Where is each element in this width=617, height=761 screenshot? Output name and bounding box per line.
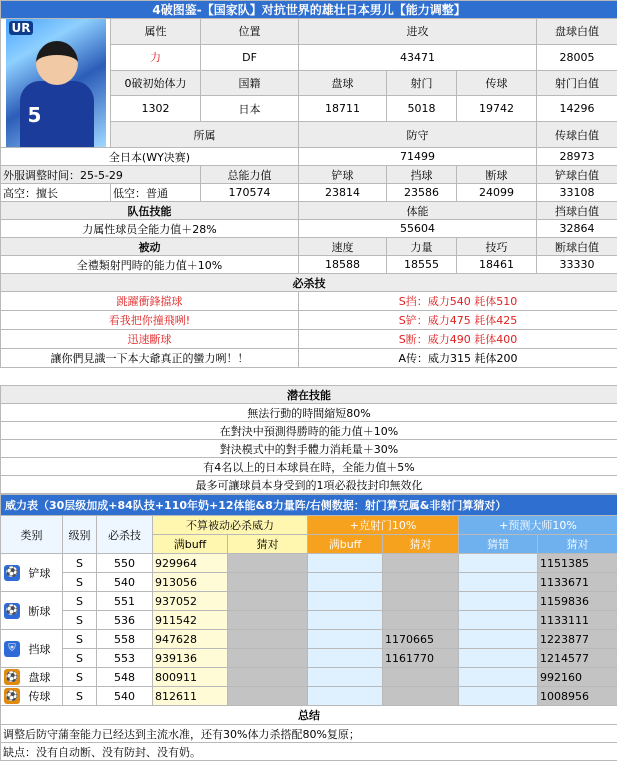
value-stamina: 55604 (299, 220, 537, 238)
predict-right-value: 1223877 (538, 630, 617, 649)
label-power: 力量 (387, 238, 457, 256)
potential-line: 有4名以上的日本球員在時，全能力值＋5% (1, 458, 617, 476)
level-cell: S (63, 573, 97, 592)
category-label: 盘球 (29, 671, 51, 684)
category-cell (1, 687, 63, 706)
killer-title: 必杀技 (1, 274, 617, 292)
shoot-full-buff-value (308, 687, 383, 706)
level-cell: S (63, 630, 97, 649)
sub-header-guess-wrong: 猜错 (459, 535, 538, 554)
level-cell: S (63, 668, 97, 687)
full-buff-value: 800911 (153, 668, 228, 687)
value-power: 18555 (387, 256, 457, 274)
killer-stat: A传：威力315 耗体200 (299, 349, 617, 368)
team-skill-text: 力属性球员全能力值＋28% (1, 220, 299, 238)
skill-power-cell: 540 (97, 687, 153, 706)
power-row (1, 630, 617, 649)
label-intercept: 断球 (457, 166, 537, 184)
sub-header-guess-right: 猜对 (228, 535, 308, 554)
predict-wrong-value (459, 592, 538, 611)
full-buff-value: 939136 (153, 649, 228, 668)
label-block-base: 挡球白值 (537, 202, 617, 220)
level-cell: S (63, 687, 97, 706)
shoot-full-buff-value (308, 649, 383, 668)
shoot-full-buff-value (308, 554, 383, 573)
rarity-badge: UR (9, 21, 34, 35)
value-speed: 18588 (299, 256, 387, 274)
label-defense: 防守 (299, 122, 537, 148)
label-attribute: 属性 (111, 19, 201, 45)
level-cell: S (63, 592, 97, 611)
shoot-full-buff-value (308, 630, 383, 649)
killer-stat: S铲：威力475 耗体425 (299, 311, 617, 330)
shoot-full-buff-value (308, 592, 383, 611)
power-row (1, 687, 617, 706)
label-total: 总能力值 (201, 166, 299, 184)
guess-right-value (228, 630, 308, 649)
summary-line: 调整后防守蒲奎能力已经达到主流水准，还有30%体力杀搭配80%复原； (1, 725, 617, 743)
label-position: 位置 (201, 19, 299, 45)
value-tackle-base: 33108 (537, 184, 617, 202)
guess-right-value (228, 573, 308, 592)
level-cell: S (63, 554, 97, 573)
player-head (36, 41, 78, 85)
full-buff-value: 911542 (153, 611, 228, 630)
passive-text: 全禮類射門時的能力值＋10% (1, 256, 299, 274)
predict-wrong-value (459, 649, 538, 668)
player-card (1, 19, 111, 148)
predict-wrong-value (459, 573, 538, 592)
group-header-predict: +预测大师10% (459, 516, 617, 535)
col-header-skill: 必杀技 (97, 516, 153, 554)
predict-wrong-value (459, 630, 538, 649)
potential-line: 無法行動的時間縮短80% (1, 404, 617, 422)
potential-title: 潜在技能 (1, 386, 617, 404)
skill-power-cell: 558 (97, 630, 153, 649)
shoot-guess-right-value (383, 592, 459, 611)
killer-name: 跳躍衝鋒擋球 (1, 292, 299, 311)
value-technique: 18461 (457, 256, 537, 274)
predict-right-value: 1151385 (538, 554, 617, 573)
category-cell (1, 630, 63, 668)
value-attribute: 力 (111, 44, 201, 70)
full-buff-value: 812611 (153, 687, 228, 706)
predict-wrong-value (459, 554, 538, 573)
power-row (1, 611, 617, 630)
value-shoot: 5018 (387, 96, 457, 122)
label-team: 所属 (111, 122, 299, 148)
passive-title: 被动 (1, 238, 299, 256)
power-row (1, 649, 617, 668)
skill-power-cell: 536 (97, 611, 153, 630)
value-high-air: 高空：擅长 (1, 184, 111, 202)
value-block: 23586 (387, 184, 457, 202)
value-dribble: 18711 (299, 96, 387, 122)
skill-power-cell: 548 (97, 668, 153, 687)
team-skill-title: 队伍技能 (1, 202, 299, 220)
shoot-guess-right-value (383, 573, 459, 592)
value-tackle: 23814 (299, 184, 387, 202)
value-low-air: 低空：普通 (111, 184, 201, 202)
label-tackle-base: 铲球白值 (537, 166, 617, 184)
label-shoot-base: 射门白值 (537, 70, 617, 96)
potential-line: 在對決中預測得勝時的能力值＋10% (1, 422, 617, 440)
killer-name: 迅速斷球 (1, 330, 299, 349)
label-attack: 进攻 (299, 19, 537, 45)
value-block-base: 32864 (537, 220, 617, 238)
predict-wrong-value (459, 687, 538, 706)
category-label: 断球 (29, 605, 51, 618)
predict-right-value: 1214577 (538, 649, 617, 668)
shirt-number: 5 (28, 103, 42, 127)
shoot-full-buff-value (308, 668, 383, 687)
full-buff-value: 947628 (153, 630, 228, 649)
summary-line: 缺点：没有自动断、没有防封、没有奶。 (1, 743, 617, 761)
sub-header-full-buff: 满buff (153, 535, 228, 554)
value-stamina-0: 1302 (111, 96, 201, 122)
predict-right-value: 1133111 (538, 611, 617, 630)
skill-power-cell: 551 (97, 592, 153, 611)
potential-line: 對決模式中的對手體力消耗量＋30% (1, 440, 617, 458)
level-cell: S (63, 649, 97, 668)
group-header-shoot: +克射门10% (308, 516, 459, 535)
power-row (1, 668, 617, 687)
value-dribble-base: 28005 (537, 44, 617, 70)
power-table-title: 威力表（30层级加成+84队技+110年奶+12体能&8力量阵/右侧数据：射门算克属&非射门算猜对） (1, 495, 617, 516)
predict-right-value: 992160 (538, 668, 617, 687)
value-intercept-base: 33330 (537, 256, 617, 274)
category-label: 传球 (29, 690, 51, 703)
guess-right-value (228, 611, 308, 630)
shoot-full-buff-value (308, 573, 383, 592)
label-speed: 速度 (299, 238, 387, 256)
full-buff-value: 929964 (153, 554, 228, 573)
skill-power-cell: 553 (97, 649, 153, 668)
predict-right-value: 1133671 (538, 573, 617, 592)
shoot-guess-right-value (383, 611, 459, 630)
shoot-guess-right-value: 1170665 (383, 630, 459, 649)
value-total: 170574 (201, 184, 299, 202)
col-header-level: 级别 (63, 516, 97, 554)
full-buff-value: 937052 (153, 592, 228, 611)
adjust-date: 外服调整时间：25-5-29 (1, 166, 201, 184)
label-stamina-0: 0破初始体力 (111, 70, 201, 96)
label-dribble-base: 盘球白值 (537, 19, 617, 45)
guess-right-value (228, 592, 308, 611)
value-intercept: 24099 (457, 184, 537, 202)
skill-power-cell: 540 (97, 573, 153, 592)
predict-right-value: 1159836 (538, 592, 617, 611)
summary-title: 总结 (1, 706, 617, 725)
page-title: 4破图鉴-【国家队】对抗世界的雄壮日本男儿【能力调整】 (1, 1, 617, 19)
potential-line: 最多可讓球員本身受到的1項必殺技封印無效化 (1, 476, 617, 494)
value-attack: 43471 (299, 44, 537, 70)
killer-stat: S挡：威力540 耗体510 (299, 292, 617, 311)
label-pass-base: 传球白值 (537, 122, 617, 148)
level-cell: S (63, 611, 97, 630)
value-nation: 日本 (201, 96, 299, 122)
killer-stat: S断：威力490 耗体400 (299, 330, 617, 349)
guess-right-value (228, 554, 308, 573)
category-cell (1, 554, 63, 592)
value-team: 全日本(WY决赛) (1, 148, 299, 166)
category-label: 铲球 (29, 567, 51, 580)
label-block: 挡球 (387, 166, 457, 184)
power-table (0, 494, 617, 761)
col-header-category: 类别 (1, 516, 63, 554)
predict-wrong-value (459, 611, 538, 630)
power-row (1, 592, 617, 611)
skill-power-cell: 550 (97, 554, 153, 573)
category-cell (1, 668, 63, 687)
dribble-icon: ⚽ (4, 669, 20, 685)
value-position: DF (201, 44, 299, 70)
label-nation: 国籍 (201, 70, 299, 96)
full-buff-value: 913056 (153, 573, 228, 592)
intercept-icon: ⚽ (4, 603, 20, 619)
killer-name: 看我把你撞飛咧! (1, 311, 299, 330)
value-shoot-base: 14296 (537, 96, 617, 122)
label-shoot: 射门 (387, 70, 457, 96)
label-technique: 技巧 (457, 238, 537, 256)
guess-right-value (228, 668, 308, 687)
power-row (1, 573, 617, 592)
label-stamina: 体能 (299, 202, 537, 220)
shoot-guess-right-value (383, 687, 459, 706)
player-portrait (6, 19, 106, 147)
power-row (1, 554, 617, 573)
label-intercept-base: 断球白值 (537, 238, 617, 256)
killer-name: 讓你們見識一下本大爺真正的蠻力咧！！ (1, 349, 299, 368)
guess-right-value (228, 687, 308, 706)
value-pass-base: 28973 (537, 148, 617, 166)
block-icon: ⛨ (4, 641, 20, 657)
sub-header-guess-right: 猜对 (538, 535, 617, 554)
shoot-guess-right-value (383, 668, 459, 687)
sub-header-guess-right: 猜对 (383, 535, 459, 554)
power-table-body (1, 554, 617, 706)
spacer (1, 368, 617, 386)
group-header-base: 不算被动必杀威力 (153, 516, 308, 535)
value-defense: 71499 (299, 148, 537, 166)
predict-wrong-value (459, 668, 538, 687)
shoot-guess-right-value (383, 554, 459, 573)
shoot-guess-right-value: 1161770 (383, 649, 459, 668)
value-pass: 19742 (457, 96, 537, 122)
label-dribble: 盘球 (299, 70, 387, 96)
tackle-icon: ⚽ (4, 565, 20, 581)
pass-icon: ⚽ (4, 688, 20, 704)
predict-right-value: 1008956 (538, 687, 617, 706)
label-tackle: 铲球 (299, 166, 387, 184)
label-pass: 传球 (457, 70, 537, 96)
category-label: 挡球 (29, 643, 51, 656)
category-cell (1, 592, 63, 630)
guess-right-value (228, 649, 308, 668)
shoot-full-buff-value (308, 611, 383, 630)
sub-header-full-buff: 满buff (308, 535, 383, 554)
